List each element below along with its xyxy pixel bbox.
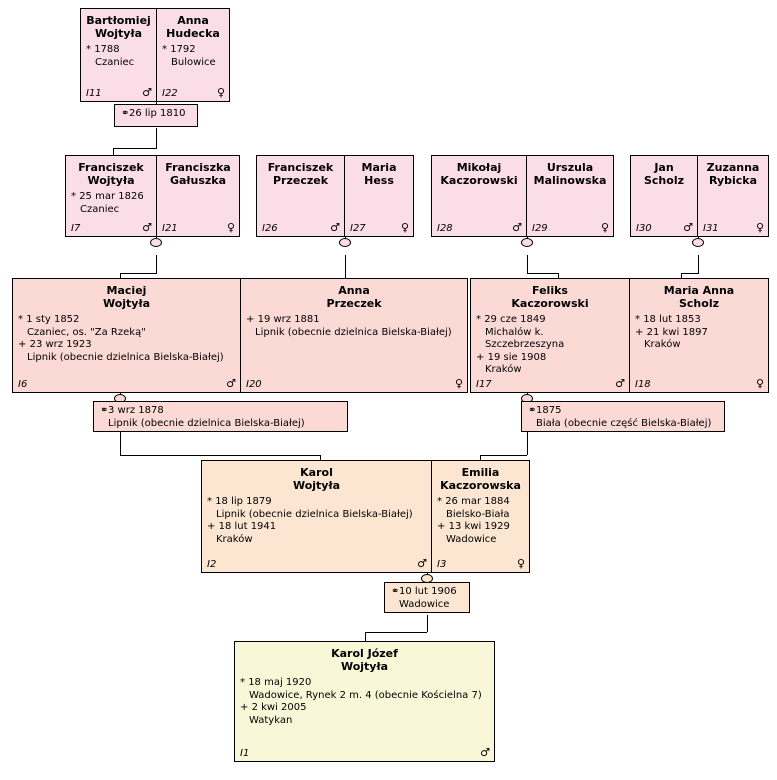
person-id: I7 [71,223,81,234]
person-events: * 18 lip 1879 Lipnik (obecnie dzielnica Bielska-Białej) + 18 lut 1941 Kraków [207,496,413,545]
marriage-date: 3 wrz 1878 [108,405,164,416]
person-name: Feliks Kaczorowski [511,284,589,310]
marriage-ring [150,238,162,247]
person-name: Franciszka Gałuszka [165,161,231,187]
person-card[interactable] [431,155,527,237]
person-name: Bartłomiej Wojtyła [86,14,151,40]
marriage-card[interactable] [114,104,198,127]
marriage-place: Biała (obecnie część Bielska-Białej) [536,417,712,429]
person-card[interactable] [65,155,157,237]
sex-symbol: ♀ [516,557,525,570]
connector [527,255,528,273]
marriage-card[interactable] [384,582,470,613]
person-name: Karol Józef Wojtyła [331,647,398,673]
connector [365,632,366,641]
person-id: I26 [262,223,278,234]
person-card[interactable] [12,278,241,393]
marriage-date: 10 lut 1906 [399,586,457,597]
connector [120,455,320,456]
person-name: Jan Scholz [643,161,684,187]
connector [156,255,157,273]
connector [113,148,157,149]
connector [698,255,699,273]
person-name: Franciszek Przeczek [267,161,334,187]
sex-symbol: ♂ [142,221,152,234]
person-id: I30 [636,223,652,234]
person-card[interactable] [697,155,769,237]
person-card[interactable] [156,8,230,102]
person-id: I29 [532,223,548,234]
person-card[interactable] [80,8,157,102]
sex-symbol: ♀ [216,86,225,99]
marriage-card[interactable] [93,401,348,432]
person-events: * 26 mar 1884 Bielsko-Biała + 13 kwi 1929 Wadowice [437,496,510,545]
connector [365,632,427,633]
sex-symbol: ♂ [480,746,490,759]
sex-symbol: ♂ [417,557,427,570]
marriage-ring [521,238,533,247]
person-events: * 18 maj 1920 Wadowice, Rynek 2 m. 4 (obecnie Kościelna 7) + 2 kwi 2005 Watykan [240,677,482,726]
person-name: Maria Anna Scholz [663,284,735,310]
person-name: Franciszek Wojtyła [78,161,144,187]
marriage-card[interactable] [521,401,725,432]
person-id: I18 [635,379,651,390]
marriage-icon: ⚭ [391,586,400,597]
person-id: I2 [207,559,217,570]
person-card[interactable] [234,641,495,762]
sex-symbol: ♂ [330,221,340,234]
person-card[interactable] [526,155,614,237]
sex-symbol: ♀ [454,377,463,390]
sex-symbol: ♂ [615,377,625,390]
person-card[interactable] [431,460,530,573]
connector [681,273,699,274]
marriage-date: 1875 [536,405,562,416]
person-id: I27 [350,223,366,234]
marriage-icon: ⚭ [121,108,130,119]
person-name: Maciej Wojtyła [102,284,150,310]
person-events: * 1792 Bulowice [162,44,216,68]
marriage-date: 26 lip 1810 [129,108,186,119]
marriage-place: Lipnik (obecnie dzielnica Bielska-Białej) [108,417,305,429]
person-card[interactable] [629,278,769,393]
sex-symbol: ♂ [683,221,693,234]
person-events: * 18 lut 1853 + 21 kwi 1897 Kraków [635,314,708,350]
person-events: * 29 cze 1849 Michalów k. Szczebrzeszyna + 19 sie 1908 Kraków [476,314,565,375]
person-id: I6 [18,379,28,390]
connector [156,128,157,148]
connector [480,455,527,456]
marriage-place: Wadowice [399,598,450,610]
sex-symbol: ♀ [600,221,609,234]
person-id: I31 [703,223,719,234]
person-name: Zuzanna Rybicka [706,161,760,187]
person-name: Maria Hess [361,161,397,187]
connector [527,273,558,274]
person-name: Emilia Kaczorowska [440,466,521,492]
person-events: * 1788 Czaniec [86,44,135,68]
sex-symbol: ♂ [226,377,236,390]
person-card[interactable] [470,278,630,393]
person-name: Karol Wojtyła [292,466,340,492]
person-card[interactable] [630,155,698,237]
person-events: + 19 wrz 1881 Lipnik (obecnie dzielnica Bielska-Białej) [246,314,452,338]
person-card[interactable] [156,155,240,237]
sex-symbol: ♀ [400,221,409,234]
person-card[interactable] [256,155,345,237]
person-events: * 25 mar 1826 Czaniec [71,191,144,215]
person-id: I1 [240,748,250,759]
person-card[interactable] [240,278,468,393]
sex-symbol: ♂ [142,86,152,99]
person-id: I17 [476,379,492,390]
person-events: * 1 sty 1852 Czaniec, os. "Za Rzeką" + 23 wrz 1923 Lipnik (obecnie dzielnica Bielska-Białej) [18,314,224,363]
marriage-ring [339,238,351,247]
connector [527,431,528,455]
sex-symbol: ♀ [755,221,764,234]
sex-symbol: ♀ [226,221,235,234]
marriage-icon: ⚭ [100,405,109,416]
marriage-icon: ⚭ [528,405,537,416]
person-card[interactable] [344,155,414,237]
person-name: Urszula Malinowska [533,161,607,187]
person-name: Anna Przeczek [326,284,382,310]
connector [120,273,157,274]
person-card[interactable] [201,460,432,573]
person-id: I21 [162,223,178,234]
person-name: Anna Hudecka [166,14,220,40]
person-id: I28 [437,223,453,234]
person-name: Mikołaj Kaczorowski [440,161,518,187]
connector [120,431,121,455]
person-id: I3 [437,559,447,570]
connector [427,615,428,632]
sex-symbol: ♂ [512,221,522,234]
person-id: I11 [86,88,102,99]
sex-symbol: ♀ [755,377,764,390]
person-id: I22 [162,88,178,99]
marriage-ring [692,238,704,247]
person-id: I20 [246,379,262,390]
connector [345,255,346,278]
